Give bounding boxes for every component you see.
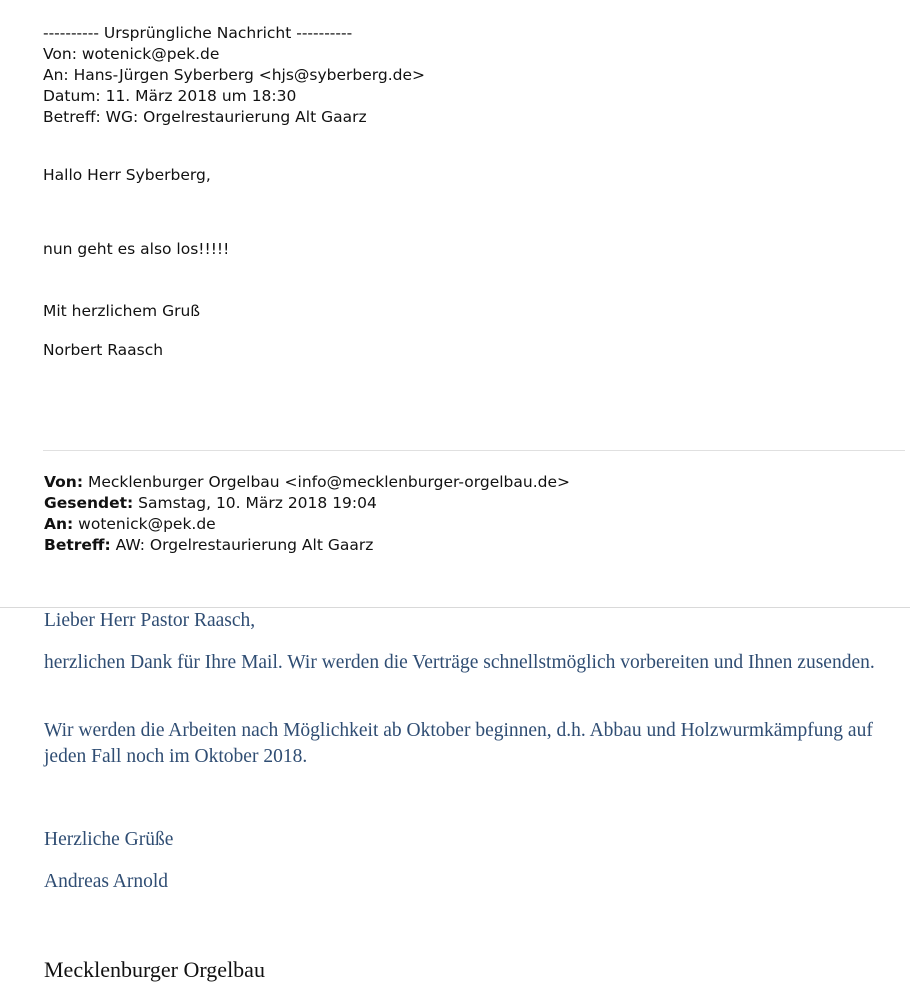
original-from-label: Von: xyxy=(44,473,84,491)
forwarded-to-line: An: Hans-Jürgen Syberberg <hjs@syberberg.de> xyxy=(43,66,425,84)
reply-closing: Herzliche Grüße xyxy=(44,829,174,850)
forwarded-message-header xyxy=(43,23,425,128)
original-subject-label: Betreff: xyxy=(44,536,111,554)
original-to-label: An: xyxy=(44,515,74,533)
forwarded-from-line: Von: wotenick@pek.de xyxy=(43,45,220,63)
company-name: Mecklenburger Orgelbau xyxy=(44,957,265,982)
header-divider xyxy=(43,450,905,451)
original-from-value: Mecklenburger Orgelbau <info@mecklenburger-orgelbau.de> xyxy=(83,473,571,491)
reply-paragraph-2: Wir werden die Arbeiten nach Möglichkeit ab Oktober beginnen, d.h. Abbau und Holzwurmkämpfung auf jeden Fall noch im Oktober 2018. xyxy=(44,720,873,767)
reply-salutation: Lieber Herr Pastor Raasch, xyxy=(44,610,256,631)
reply-paragraph-1: herzlichen Dank für Ihre Mail. Wir werden die Verträge schnellstmöglich vorbereiten und Ihnen zusenden. xyxy=(44,652,875,673)
original-subject-value: AW: Orgelrestaurierung Alt Gaarz xyxy=(110,536,374,554)
original-sent-value: Samstag, 10. März 2018 19:04 xyxy=(133,494,377,512)
original-subject-line xyxy=(44,535,570,556)
forwarded-greeting: Hallo Herr Syberberg, xyxy=(43,166,211,184)
forwarded-separator: ---------- Ursprüngliche Nachricht ---------- xyxy=(43,24,353,42)
original-sent-label: Gesendet: xyxy=(44,494,134,512)
forwarded-subject-line: Betreff: WG: Orgelrestaurierung Alt Gaarz xyxy=(43,108,367,126)
forwarded-date-line: Datum: 11. März 2018 um 18:30 xyxy=(43,87,297,105)
original-from-line xyxy=(44,472,570,493)
forwarded-closing: Mit herzlichem Gruß xyxy=(43,302,201,320)
forwarded-signer: Norbert Raasch xyxy=(43,341,164,359)
original-message-header xyxy=(44,472,570,556)
forwarded-body-text: nun geht es also los!!!!! xyxy=(43,240,230,258)
original-to-value: wotenick@pek.de xyxy=(73,515,216,533)
original-to-line xyxy=(44,514,570,535)
original-sent-line xyxy=(44,493,570,514)
reply-signer: Andreas Arnold xyxy=(44,871,169,892)
